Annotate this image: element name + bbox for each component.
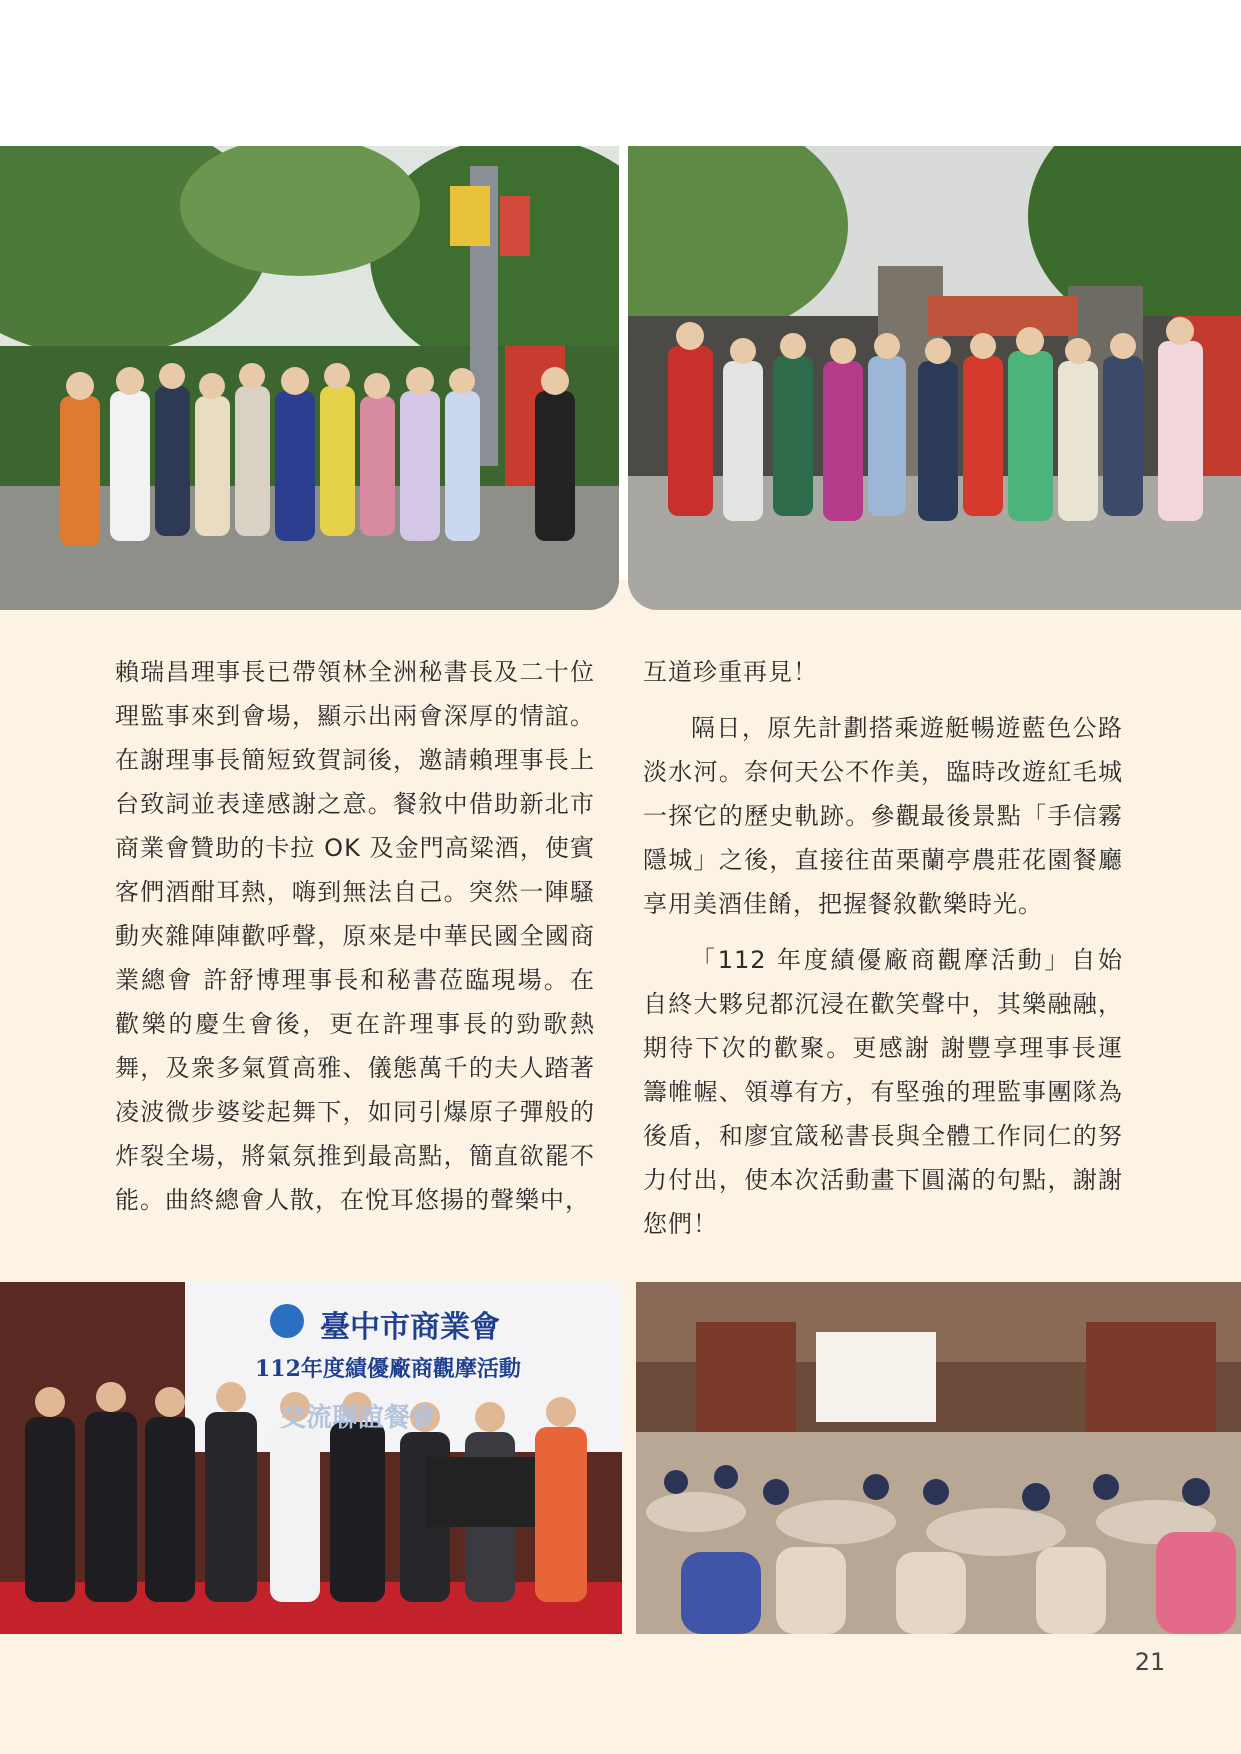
- page-number: 21: [1134, 1648, 1166, 1676]
- group-photo-gate: [628, 146, 1241, 610]
- article-paragraph: 賴瑞昌理事長已帶領林全洲秘書長及二十位理監事來到會場，顯示出兩會深厚的情誼。在謝理事長簡短致賀詞後，邀請賴理事長上台致詞並表達感謝之意。餐敘中借助新北市商業會贊助的卡拉 OK 及金門高粱酒，使賓客們酒酣耳熱，嗨到無法自己。突然一陣騷動夾雜陣陣歡呼聲，原來是中華民國全國商業總會 許舒博理事長和秘書莅臨現場。在歡樂的慶生會後，更在許理事長的勁歌熱舞，及衆多氣質高雅、儀態萬千的夫人踏著凌波微步婆娑起舞下，如同引爆原子彈般的炸裂全場，將氣氛推到最高點，簡直欲罷不能。曲終總會人散，在悅耳悠揚的聲樂中，: [115, 658, 595, 1214]
- article-left-column: [115, 650, 595, 1234]
- stage-toast-photo: [0, 1282, 622, 1634]
- org-logo-icon: [270, 1304, 304, 1338]
- group-photo-park: [0, 146, 619, 610]
- banner-subtitle: 交流聯誼餐會: [280, 1403, 437, 1433]
- article-right-column: [643, 650, 1123, 1258]
- banner-event-name: 112年度績優廠商觀摩活動: [255, 1356, 521, 1382]
- article-paragraph: 隔日，原先計劃搭乘遊艇暢遊藍色公路淡水河。奈何天公不作美，臨時改遊紅毛城一探它的歷史軌跡。參觀最後景點「手信霧隱城」之後，直接往苗栗蘭亭農莊花園餐廳享用美酒佳餚，把握餐敘歡樂時光。: [643, 714, 1123, 918]
- banquet-hall-photo: [636, 1282, 1241, 1634]
- article-paragraph: 互道珍重再見！: [643, 658, 818, 686]
- article-paragraph: 「112 年度績優廠商觀摩活動」自始自終大夥兒都沉浸在歡笑聲中，其樂融融，期待下次的歡聚。更感謝 謝豐享理事長運籌帷幄、領導有方，有堅強的理監事團隊為後盾，和廖宜箴秘書長與全體工作同仁的努力付出，使本次活動畫下圓滿的句點，謝謝您們！: [643, 946, 1123, 1238]
- banner-org-name: 臺中市商業會: [320, 1310, 500, 1345]
